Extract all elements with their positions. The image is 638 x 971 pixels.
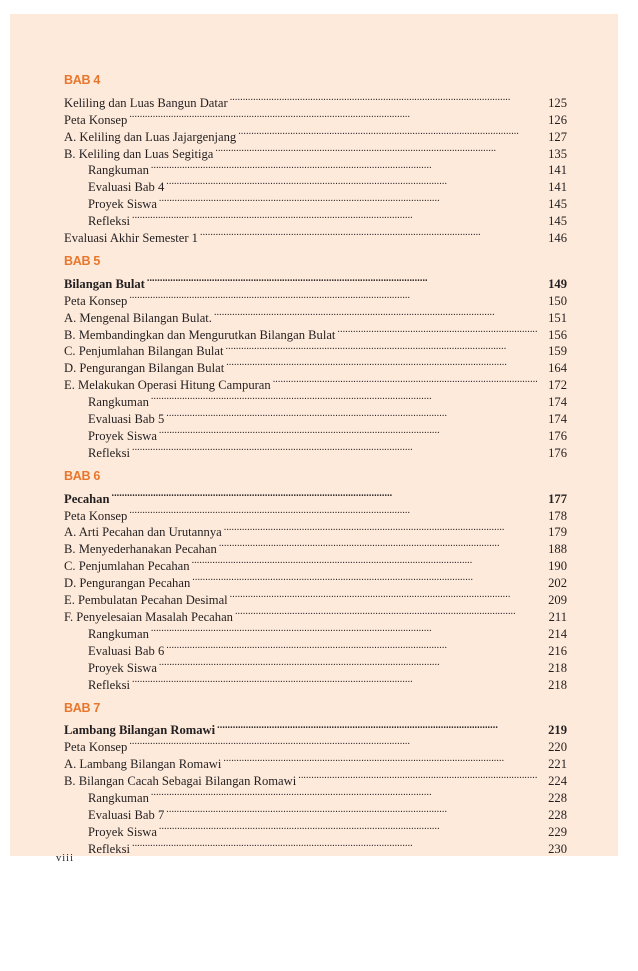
toc-entry-title: B. Membandingkan dan Mengurutkan Bilangan Bulat bbox=[64, 327, 336, 342]
toc-entry-page: 224 bbox=[548, 774, 567, 789]
toc-entry-title: Evaluasi Akhir Semester 1 bbox=[64, 231, 198, 246]
toc-entry-page: 145 bbox=[548, 214, 567, 229]
dot-leader bbox=[298, 768, 537, 785]
toc-entry-page: 127 bbox=[548, 129, 567, 144]
toc-entry-title: Peta Konsep bbox=[64, 740, 128, 755]
dot-leader bbox=[159, 423, 537, 440]
toc-entry-title: Lambang Bilangan Romawi bbox=[64, 723, 216, 738]
toc-entry-title: Evaluasi Bab 7 bbox=[88, 807, 165, 822]
toc-entry-title: B. Bilangan Cacah Sebagai Bilangan Romawi bbox=[64, 774, 297, 789]
toc-section bbox=[64, 70, 567, 246]
toc-entry-title: A. Mengenal Bilangan Bulat. bbox=[64, 310, 212, 325]
toc-entry-title: Peta Konsep bbox=[64, 508, 128, 523]
toc-entry-title: Refleksi bbox=[88, 677, 130, 692]
toc-entry-title: F. Penyelesaian Masalah Pecahan bbox=[64, 609, 233, 624]
toc-section bbox=[64, 466, 567, 692]
toc-section bbox=[64, 698, 567, 856]
toc-entry-page: 172 bbox=[548, 378, 567, 393]
toc-entry[interactable] bbox=[64, 486, 567, 506]
toc-entry-title: D. Pengurangan Pecahan bbox=[64, 576, 191, 591]
toc-entry-page: 149 bbox=[548, 276, 567, 291]
toc-entry-page: 179 bbox=[548, 525, 567, 540]
dot-leader bbox=[166, 802, 537, 819]
dot-leader bbox=[219, 536, 537, 553]
dot-leader bbox=[230, 587, 537, 604]
dot-leader bbox=[215, 141, 537, 158]
dot-leader bbox=[129, 503, 537, 520]
toc-entry-page: 228 bbox=[548, 807, 567, 822]
toc-section bbox=[64, 251, 567, 460]
toc-entry-page: 156 bbox=[548, 327, 567, 342]
toc-entry-title: Proyek Siswa bbox=[88, 660, 157, 675]
toc-entry-page: 220 bbox=[548, 740, 567, 755]
toc-entry-title: Rangkuman bbox=[88, 163, 149, 178]
toc-entry-title: D. Pengurangan Bilangan Bulat bbox=[64, 361, 225, 376]
toc-entry[interactable] bbox=[64, 107, 567, 127]
dot-leader bbox=[192, 570, 537, 587]
toc-entry[interactable] bbox=[64, 672, 567, 692]
toc-entry-page: 177 bbox=[548, 491, 567, 506]
toc-entry[interactable] bbox=[64, 124, 567, 144]
toc-entry-page: 135 bbox=[548, 146, 567, 161]
dot-leader bbox=[159, 819, 537, 836]
toc-entry-page: 141 bbox=[548, 163, 567, 178]
chapter-heading: BAB 7 bbox=[64, 700, 101, 715]
toc-entry-title: Evaluasi Bab 4 bbox=[88, 180, 165, 195]
toc-entry[interactable] bbox=[64, 208, 567, 229]
toc-entry-title: C. Penjumlahan Pecahan bbox=[64, 559, 190, 574]
dot-leader bbox=[223, 751, 537, 768]
dot-leader bbox=[132, 672, 537, 689]
toc-entry-page: 209 bbox=[548, 593, 567, 608]
toc-entry-title: Keliling dan Luas Bangun Datar bbox=[64, 95, 228, 110]
toc-entry[interactable] bbox=[64, 836, 567, 856]
dot-leader bbox=[214, 305, 537, 322]
dot-leader bbox=[226, 355, 537, 372]
toc-entry-page: 159 bbox=[548, 344, 567, 359]
dot-leader bbox=[151, 621, 537, 638]
dot-leader bbox=[151, 158, 537, 175]
dot-leader bbox=[230, 90, 537, 107]
dot-leader bbox=[217, 718, 537, 735]
toc-entry-title: E. Pembulatan Pecahan Desimal bbox=[64, 593, 228, 608]
toc-entry-page: 228 bbox=[548, 790, 567, 805]
toc-entry-page: 150 bbox=[548, 293, 567, 308]
toc-entry-title: Refleksi bbox=[88, 841, 130, 856]
toc-entry-page: 164 bbox=[548, 361, 567, 376]
toc-entry-page: 126 bbox=[548, 112, 567, 127]
toc-entry-title: Refleksi bbox=[88, 445, 130, 460]
toc-entry-title: Proyek Siswa bbox=[88, 197, 157, 212]
toc-entry-page: 176 bbox=[548, 428, 567, 443]
dot-leader bbox=[132, 836, 537, 853]
dot-leader bbox=[337, 322, 537, 339]
toc-entry-page: 214 bbox=[548, 626, 567, 641]
toc-entry-title: E. Melakukan Operasi Hitung Campuran bbox=[64, 378, 271, 393]
toc-entry-title: Rangkuman bbox=[88, 626, 149, 641]
toc-entry[interactable] bbox=[64, 520, 567, 540]
toc-entry-page: 174 bbox=[548, 395, 567, 410]
toc-entry-page: 219 bbox=[548, 723, 567, 738]
dot-leader bbox=[111, 486, 537, 503]
dot-leader bbox=[238, 124, 537, 141]
dot-leader bbox=[273, 372, 537, 389]
dot-leader bbox=[166, 174, 537, 191]
toc-entry-title: A. Keliling dan Luas Jajargenjang bbox=[64, 129, 237, 144]
toc-entry-page: 145 bbox=[548, 197, 567, 212]
toc-entry-page: 141 bbox=[548, 180, 567, 195]
toc-entry[interactable] bbox=[64, 288, 567, 308]
dot-leader bbox=[129, 734, 537, 751]
dot-leader bbox=[151, 389, 537, 406]
dot-leader bbox=[147, 271, 537, 288]
dot-leader bbox=[129, 288, 537, 305]
toc-entry-page: 202 bbox=[548, 576, 567, 591]
toc-entry-title: Peta Konsep bbox=[64, 112, 128, 127]
toc-entry[interactable] bbox=[64, 734, 567, 755]
toc-entry-page: 229 bbox=[548, 824, 567, 839]
dot-leader bbox=[159, 191, 537, 208]
toc-entry-title: Pecahan bbox=[64, 491, 110, 506]
toc-entry-page: 216 bbox=[548, 643, 567, 658]
chapter-heading: BAB 5 bbox=[64, 254, 101, 269]
dot-leader bbox=[166, 638, 537, 655]
dot-leader bbox=[159, 655, 537, 672]
toc-entry-page: 218 bbox=[548, 660, 567, 675]
toc-entry-title: A. Arti Pecahan dan Urutannya bbox=[64, 525, 222, 540]
dot-leader bbox=[132, 440, 537, 457]
toc-entry-title: Proyek Siswa bbox=[88, 824, 157, 839]
toc-entry-title: A. Lambang Bilangan Romawi bbox=[64, 757, 222, 772]
toc-entry-page: 230 bbox=[548, 841, 567, 856]
toc-entry-page: 178 bbox=[548, 508, 567, 523]
toc-entry-title: Rangkuman bbox=[88, 790, 149, 805]
toc-entry[interactable] bbox=[64, 225, 567, 246]
dot-leader bbox=[129, 107, 537, 124]
dot-leader bbox=[192, 553, 537, 570]
chapter-heading: BAB 4 bbox=[64, 73, 101, 87]
toc-entry-page: 221 bbox=[548, 757, 567, 772]
toc-entry-page: 211 bbox=[548, 609, 567, 624]
toc-entry-page: 174 bbox=[548, 412, 567, 427]
toc-entry-title: B. Menyederhanakan Pecahan bbox=[64, 542, 217, 557]
chapter-heading: BAB 6 bbox=[64, 468, 101, 483]
dot-leader bbox=[224, 520, 537, 537]
toc-entry[interactable] bbox=[64, 305, 567, 325]
dot-leader bbox=[235, 604, 537, 621]
dot-leader bbox=[151, 785, 537, 802]
toc-entry[interactable] bbox=[64, 718, 567, 738]
dot-leader bbox=[226, 339, 537, 356]
toc-entry-page: 125 bbox=[548, 95, 567, 110]
toc-entry-title: C. Penjumlahan Bilangan Bulat bbox=[64, 344, 224, 359]
toc-entry[interactable] bbox=[64, 440, 567, 460]
dot-leader bbox=[200, 225, 537, 242]
toc-entry-title: Refleksi bbox=[88, 214, 130, 229]
dot-leader bbox=[132, 208, 537, 225]
table-of-contents bbox=[64, 68, 567, 862]
toc-entry-title: Evaluasi Bab 5 bbox=[88, 412, 165, 427]
toc-entry[interactable] bbox=[64, 271, 567, 291]
toc-entry-title: B. Keliling dan Luas Segitiga bbox=[64, 146, 214, 161]
toc-entry[interactable] bbox=[64, 90, 567, 110]
toc-entry-title: Bilangan Bulat bbox=[64, 276, 145, 291]
toc-entry-page: 151 bbox=[548, 310, 567, 325]
toc-entry-page: 190 bbox=[548, 559, 567, 574]
toc-entry-page: 176 bbox=[548, 445, 567, 460]
toc-entry-title: Peta Konsep bbox=[64, 293, 128, 308]
toc-entry-page: 218 bbox=[548, 677, 567, 692]
toc-entry-title: Rangkuman bbox=[88, 395, 149, 410]
toc-entry-title: Proyek Siswa bbox=[88, 428, 157, 443]
dot-leader bbox=[166, 406, 537, 423]
toc-entry[interactable] bbox=[64, 751, 567, 772]
page-number: viii bbox=[56, 853, 75, 864]
toc-entry-page: 146 bbox=[548, 231, 567, 246]
toc-entry[interactable] bbox=[64, 503, 567, 523]
toc-entry-title: Evaluasi Bab 6 bbox=[88, 643, 165, 658]
toc-entry-page: 188 bbox=[548, 542, 567, 557]
